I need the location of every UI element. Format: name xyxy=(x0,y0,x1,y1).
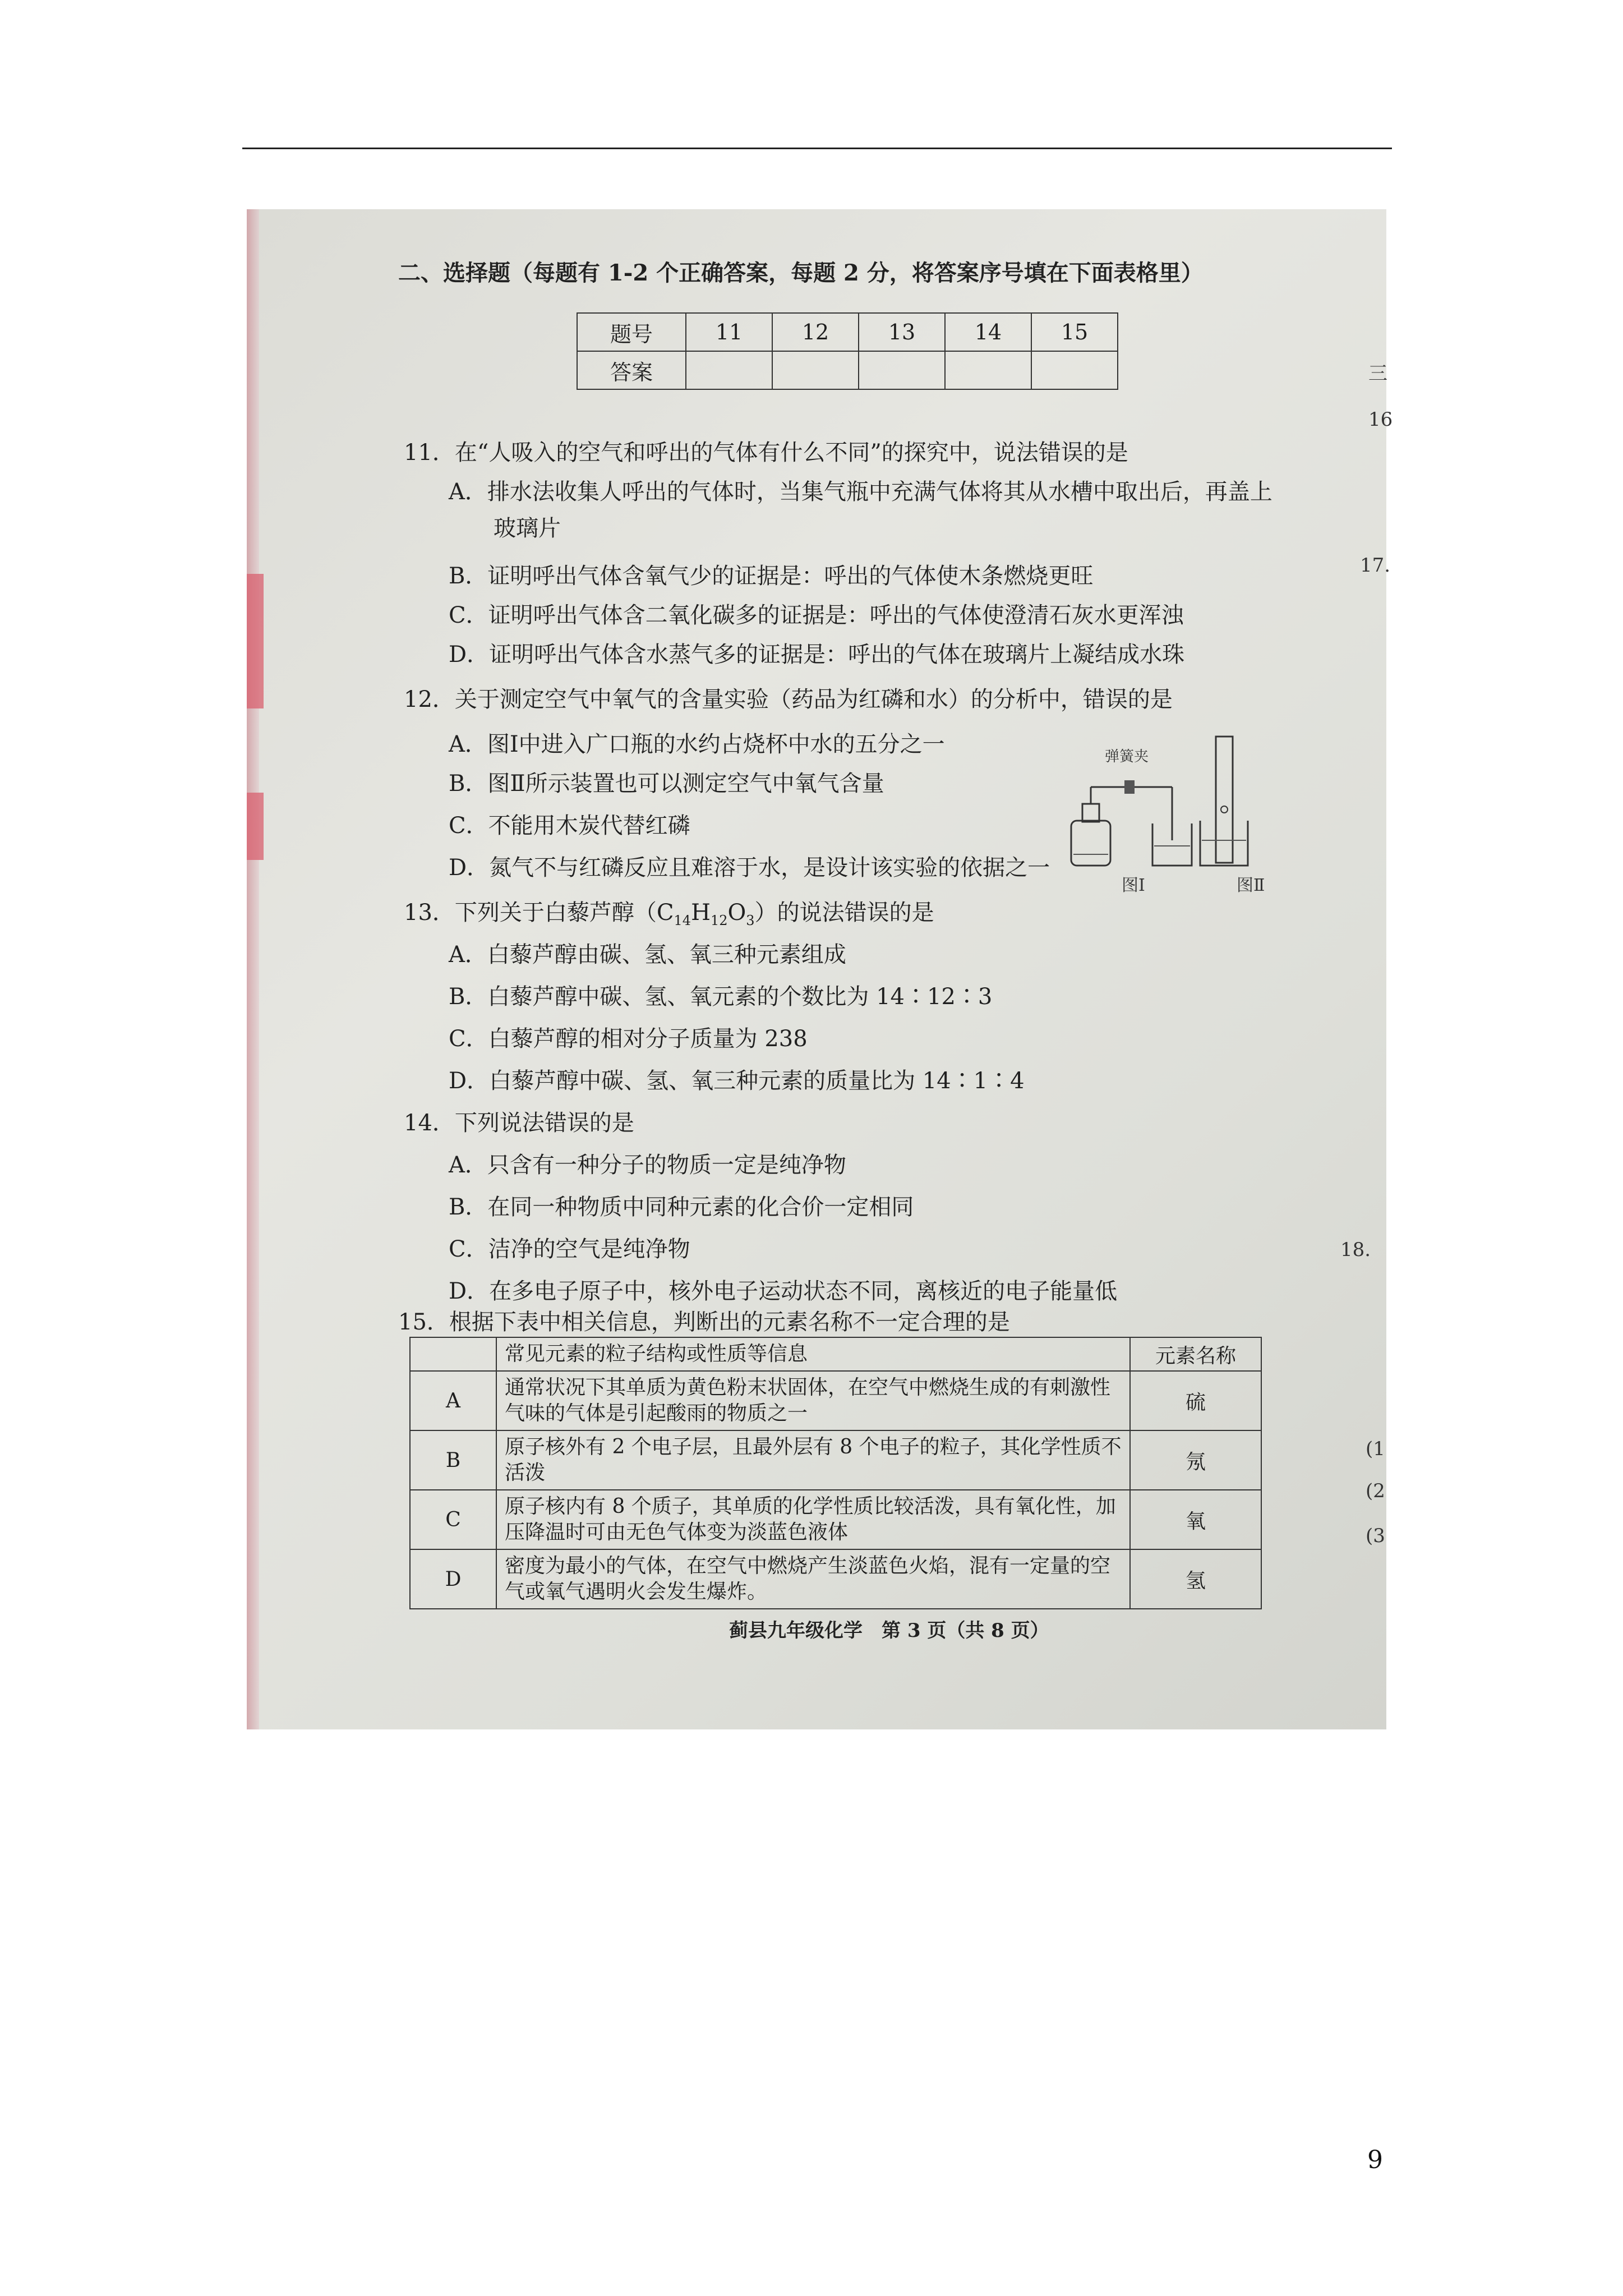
q13-option-d: D．白藜芦醇中碳、氢、氧三种元素的质量比为 14∶1∶4 xyxy=(449,1068,1025,1094)
answer-cell xyxy=(859,351,945,389)
question-number-cell: 13 xyxy=(859,313,945,351)
row-info: 原子核外有 2 个电子层，且最外层有 8 个电子的粒子，其化学性质不活泼 xyxy=(496,1430,1130,1490)
question-number-cell: 14 xyxy=(945,313,1031,351)
row-info: 通常状况下其单质为黄色粉末状固体，在空气中燃烧生成的有刺激性气味的气体是引起酸雨的物质之一 xyxy=(496,1371,1130,1430)
oxygen-experiment-diagram xyxy=(1060,725,1251,961)
table-header: 元素名称 xyxy=(1130,1337,1261,1371)
row-element-name: 硫 xyxy=(1130,1371,1261,1430)
table-cell xyxy=(410,1337,496,1371)
q12-option-c: C．不能用木炭代替红磷 xyxy=(449,813,690,839)
q14-option-c: C．洁净的空气是纯净物 xyxy=(449,1236,690,1262)
stem-text: 13．下列关于白藜芦醇（C xyxy=(404,900,674,926)
page-shadow xyxy=(247,209,259,1729)
spring-clip-icon xyxy=(1124,780,1135,794)
edge-fragment: 16 xyxy=(1368,408,1393,431)
row-element-name: 氖 xyxy=(1130,1430,1261,1490)
answer-cell xyxy=(945,351,1031,389)
q12-option-b: B．图Ⅱ所示装置也可以测定空气中氧气含量 xyxy=(449,771,884,797)
answer-table xyxy=(577,312,1118,390)
row-element-name: 氢 xyxy=(1130,1549,1261,1609)
edge-fragment: 17. xyxy=(1360,554,1391,577)
question-15-stem: 15．根据下表中相关信息，判断出的元素名称不一定合理的是 xyxy=(398,1309,1010,1335)
formula-element: H xyxy=(691,900,711,926)
row-element-name: 氧 xyxy=(1130,1490,1261,1549)
answer-table-row xyxy=(577,351,1118,389)
subscript: 12 xyxy=(710,913,728,928)
q11-option-d: D．证明呼出气体含水蒸气多的证据是：呼出的气体在玻璃片上凝结成水珠 xyxy=(449,642,1185,668)
stem-text: ）的说法错误的是 xyxy=(754,900,934,926)
answer-table-row xyxy=(577,313,1118,351)
table-row xyxy=(410,1549,1261,1609)
flask-outline xyxy=(1071,821,1110,866)
edge-fragment: 18. xyxy=(1340,1239,1371,1261)
edge-fragment: 三 xyxy=(1368,362,1387,385)
row-info: 原子核内有 8 个质子，其单质的化学性质比较活泼，具有氧化性，加压降温时可由无色气体变为淡蓝色液体 xyxy=(496,1490,1130,1549)
row-letter: B xyxy=(410,1430,496,1490)
table-row xyxy=(410,1371,1261,1430)
edge-fragment: (1 xyxy=(1366,1438,1385,1460)
section-title: 二、选择题（每题有 1-2 个正确答案，每题 2 分，将答案序号填在下面表格里） xyxy=(398,260,1204,286)
q11-option-a-cont: 玻璃片 xyxy=(494,516,561,541)
table-row xyxy=(410,1430,1261,1490)
pink-mark xyxy=(247,574,264,708)
header-rule xyxy=(242,148,1392,149)
table-row xyxy=(410,1490,1261,1549)
glass-tube xyxy=(1216,737,1233,863)
row-letter: D xyxy=(410,1549,496,1609)
question-14-stem: 14．下列说法错误的是 xyxy=(404,1110,634,1136)
table-header: 常见元素的粒子结构或性质等信息 xyxy=(496,1337,1130,1371)
figure-2-caption: 图Ⅱ xyxy=(1237,876,1265,895)
subscript: 3 xyxy=(746,913,755,928)
pink-mark xyxy=(247,793,264,860)
question-12-stem: 12．关于测定空气中氧气的含量实验（药品为红磷和水）的分析中，错误的是 xyxy=(404,687,1173,712)
q14-option-b: B．在同一种物质中同种元素的化合价一定相同 xyxy=(449,1194,914,1220)
row-letter: C xyxy=(410,1490,496,1549)
spring-clip-label: 弹簧夹 xyxy=(1105,748,1149,765)
formula-element: O xyxy=(727,900,746,926)
subscript: 14 xyxy=(674,913,691,928)
question-13-stem xyxy=(404,899,934,934)
flask-neck xyxy=(1082,804,1099,822)
element-info-table xyxy=(409,1337,1262,1609)
q11-option-b: B．证明呼出气体含氧气少的证据是：呼出的气体使木条燃烧更旺 xyxy=(449,563,1094,589)
figure-1-caption: 图Ⅰ xyxy=(1122,876,1145,895)
q13-option-b: B．白藜芦醇中碳、氢、氧元素的个数比为 14∶12∶3 xyxy=(449,984,993,1010)
question-number-cell: 12 xyxy=(772,313,859,351)
answer-cell xyxy=(772,351,859,389)
page-footer: 蓟县九年级化学 第 3 页（共 8 页） xyxy=(729,1619,1049,1642)
q11-option-a: A．排水法收集人呼出的气体时，当集气瓶中充满气体将其从水槽中取出后，再盖上 xyxy=(449,479,1272,505)
table-header-row xyxy=(410,1337,1261,1371)
edge-fragment: (2 xyxy=(1366,1480,1385,1502)
question-number-cell: 11 xyxy=(686,313,772,351)
question-number-cell: 15 xyxy=(1031,313,1118,351)
phosphorus-icon xyxy=(1221,806,1228,813)
q12-option-a: A．图Ⅰ中进入广口瓶的水约占烧杯中水的五分之一 xyxy=(449,731,945,757)
answer-table-header: 题号 xyxy=(577,313,686,351)
water-trough xyxy=(1200,821,1248,866)
row-letter: A xyxy=(410,1371,496,1430)
q13-option-a: A．白藜芦醇由碳、氢、氧三种元素组成 xyxy=(449,942,846,968)
q14-option-a: A．只含有一种分子的物质一定是纯净物 xyxy=(449,1152,846,1178)
question-11-stem: 11．在“人吸入的空气和呼出的气体有什么不同”的探究中，说法错误的是 xyxy=(404,440,1128,466)
answer-cell xyxy=(1031,351,1118,389)
exam-page-photo xyxy=(247,209,1393,1729)
edge-fragment: (3 xyxy=(1366,1525,1385,1547)
q11-option-c: C．证明呼出气体含二氧化碳多的证据是：呼出的气体使澄清石灰水更浑浊 xyxy=(449,602,1184,628)
answer-cell xyxy=(686,351,772,389)
answer-table-header: 答案 xyxy=(577,351,686,389)
page-number: 9 xyxy=(1367,2146,1383,2174)
row-info: 密度为最小的气体，在空气中燃烧产生淡蓝色火焰，混有一定量的空气或氧气遇明火会发生爆炸。 xyxy=(496,1549,1130,1609)
q14-option-d: D．在多电子原子中，核外电子运动状态不同，离核近的电子能量低 xyxy=(449,1278,1118,1304)
q13-option-c: C．白藜芦醇的相对分子质量为 238 xyxy=(449,1026,808,1052)
q12-option-d: D．氮气不与红磷反应且难溶于水，是设计该实验的依据之一 xyxy=(449,855,1050,881)
